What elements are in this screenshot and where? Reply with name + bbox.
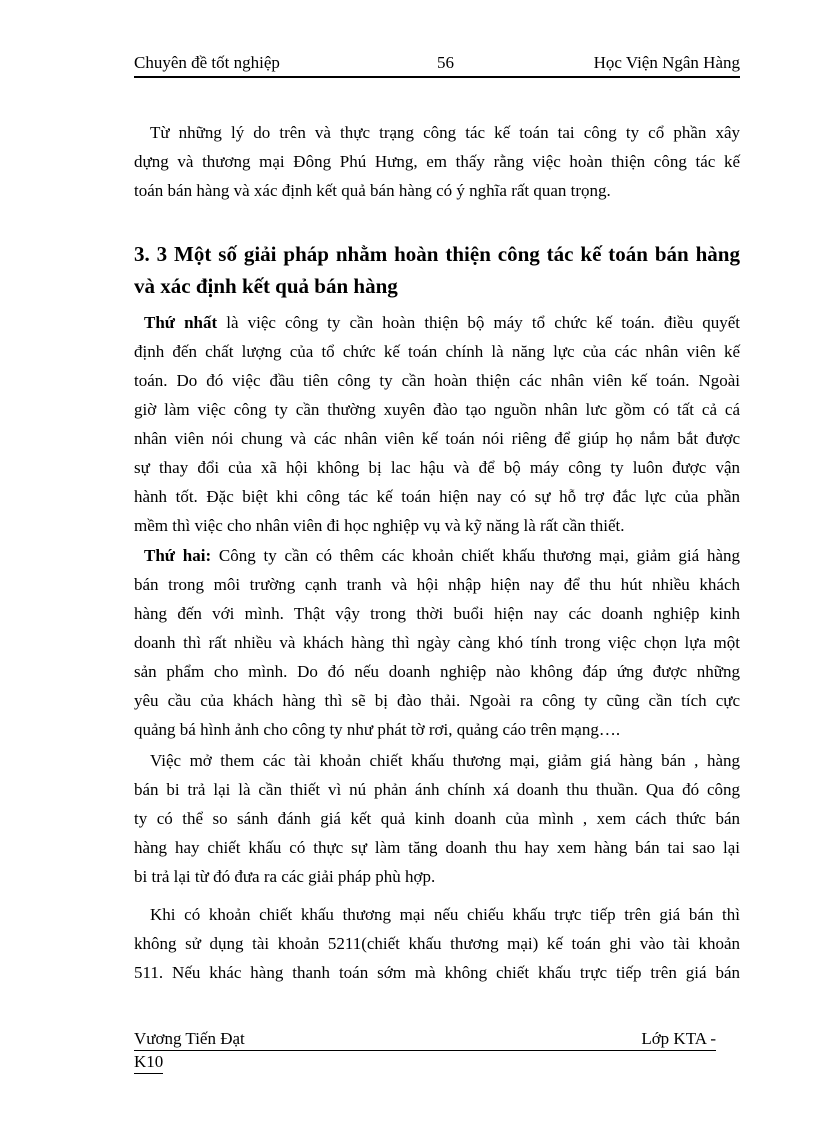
paragraph-line: sản phẩm cho mình. Do đó nếu doanh nghiệp nào không đáp ứng được những bbox=[134, 662, 740, 681]
fourth-paragraph bbox=[134, 900, 740, 987]
page-header bbox=[134, 50, 740, 78]
paragraph-line: hành tốt. Đặc biệt khi công tác kế toán hiện nay có sự hỗ trợ đắc lực của phần bbox=[134, 487, 740, 506]
paragraph-line: sự thay đổi của xã hội không bị lac hậu và để bộ máy công ty luôn được vận bbox=[134, 458, 740, 477]
second-solution-label: Thứ hai: bbox=[144, 546, 212, 565]
page-footer bbox=[134, 1028, 716, 1074]
paragraph-line: không sử dụng tài khoản 5211(chiết khấu thương mại) kế toán ghi vào tài khoản bbox=[134, 934, 740, 953]
paragraph-line: bán trong môi trường cạnh tranh và hội nhập hiện nay để thu hút nhiều khách bbox=[134, 575, 740, 594]
paragraph-line: giờ làm việc công ty cần thường xuyên đào tạo nguồn nhân lưc gồm có tất cả cá bbox=[134, 400, 740, 419]
third-paragraph bbox=[134, 746, 740, 891]
paragraph-line: bán bi trả lại là cần thiết vì nú phản ánh chính xá doanh thu thuần. Qua đó công bbox=[134, 780, 740, 799]
paragraph-line: Việc mở them các tài khoản chiết khấu thương mại, giảm giá hàng bán , hàng bbox=[150, 751, 740, 770]
first-solution-paragraph bbox=[134, 308, 740, 540]
paragraph-line: định đến chất lượng của tổ chức kế toán chính là năng lực của các nhân viên kế bbox=[134, 342, 740, 361]
paragraph-line: bi trả lại từ đó đưa ra các giải pháp phù hợp. bbox=[134, 867, 436, 886]
header-institution: Học Viện Ngân Hàng bbox=[593, 53, 740, 72]
heading-line: và xác định kết quả bán hàng bbox=[134, 274, 398, 298]
paragraph-line: ty có thể so sánh đánh giá kết quả kinh doanh của mình , xem cách thức bán bbox=[134, 809, 740, 828]
heading-line: 3. 3 Một số giải pháp nhằm hoàn thiện công tác kế toán bán hàng bbox=[134, 242, 740, 266]
first-solution-label: Thứ nhất bbox=[144, 313, 218, 332]
paragraph-line: Thứ nhất là việc công ty cần hoàn thiện bộ máy tổ chức kế toán. điều quyết bbox=[144, 313, 740, 332]
footer-class-suffix: K10 bbox=[134, 1051, 163, 1074]
paragraph-line: Từ những lý do trên và thực trạng công tác kế toán tai công ty cổ phần xây bbox=[150, 123, 740, 142]
footer-class: Lớp KTA - bbox=[641, 1029, 716, 1048]
header-document-type: Chuyên đề tốt nghiệp bbox=[134, 53, 280, 72]
second-solution-paragraph bbox=[134, 541, 740, 744]
paragraph-line: toán bán hàng và xác định kết quả bán hàng có ý nghĩa rất quan trọng. bbox=[134, 181, 611, 200]
header-page-number: 56 bbox=[437, 53, 454, 72]
footer-author: Vương Tiến Đạt bbox=[134, 1029, 245, 1048]
paragraph-line: Thứ hai: Công ty cần có thêm các khoản chiết khấu thương mại, giảm giá hàng bbox=[144, 546, 740, 565]
paragraph-line: hàng đến với mình. Thật vậy trong thời buổi hiện nay các doanh nghiệp kinh bbox=[134, 604, 740, 623]
paragraph-line: 511. Nếu khác hàng thanh toán sớm mà không chiết khấu trực tiếp trên giá bán bbox=[134, 963, 740, 982]
intro-paragraph bbox=[134, 118, 740, 205]
paragraph-line: doanh thì rất nhiều và khách hàng thì ngày càng khó tính trong việc chọn lựa một bbox=[134, 633, 740, 652]
paragraph-line: dựng và thương mại Đông Phú Hưng, em thấy rằng việc hoàn thiện công tác kế bbox=[134, 152, 740, 171]
paragraph-line: nhân viên nói chung và các nhân viên kế toán nói riêng để giúp họ nắm bắt được bbox=[134, 429, 740, 448]
paragraph-line: quảng bá hình ảnh cho công ty như phát tờ rơi, quảng cáo trên mạng…. bbox=[134, 720, 621, 739]
paragraph-line: mềm thì việc cho nhân viên đi học nghiệp vụ và kỹ năng là rất cần thiết. bbox=[134, 516, 625, 535]
paragraph-line: toán. Do đó việc đầu tiên công ty cần hoàn thiện các nhân viên kế toán. Ngoài bbox=[134, 371, 740, 390]
footer-row bbox=[134, 1028, 716, 1051]
paragraph-line: yêu cầu của khách hàng thì sẽ bị đào thải. Ngoài ra công ty cũng cần tích cực bbox=[134, 691, 740, 710]
paragraph-line: hàng hay chiết khấu có thực sự làm tăng doanh thu hay xem hàng bán tai sao lại bbox=[134, 838, 740, 857]
paragraph-line: Khi có khoản chiết khấu thương mại nếu chiếu khấu trực tiếp trên giá bán thì bbox=[150, 905, 740, 924]
section-heading bbox=[134, 238, 740, 302]
